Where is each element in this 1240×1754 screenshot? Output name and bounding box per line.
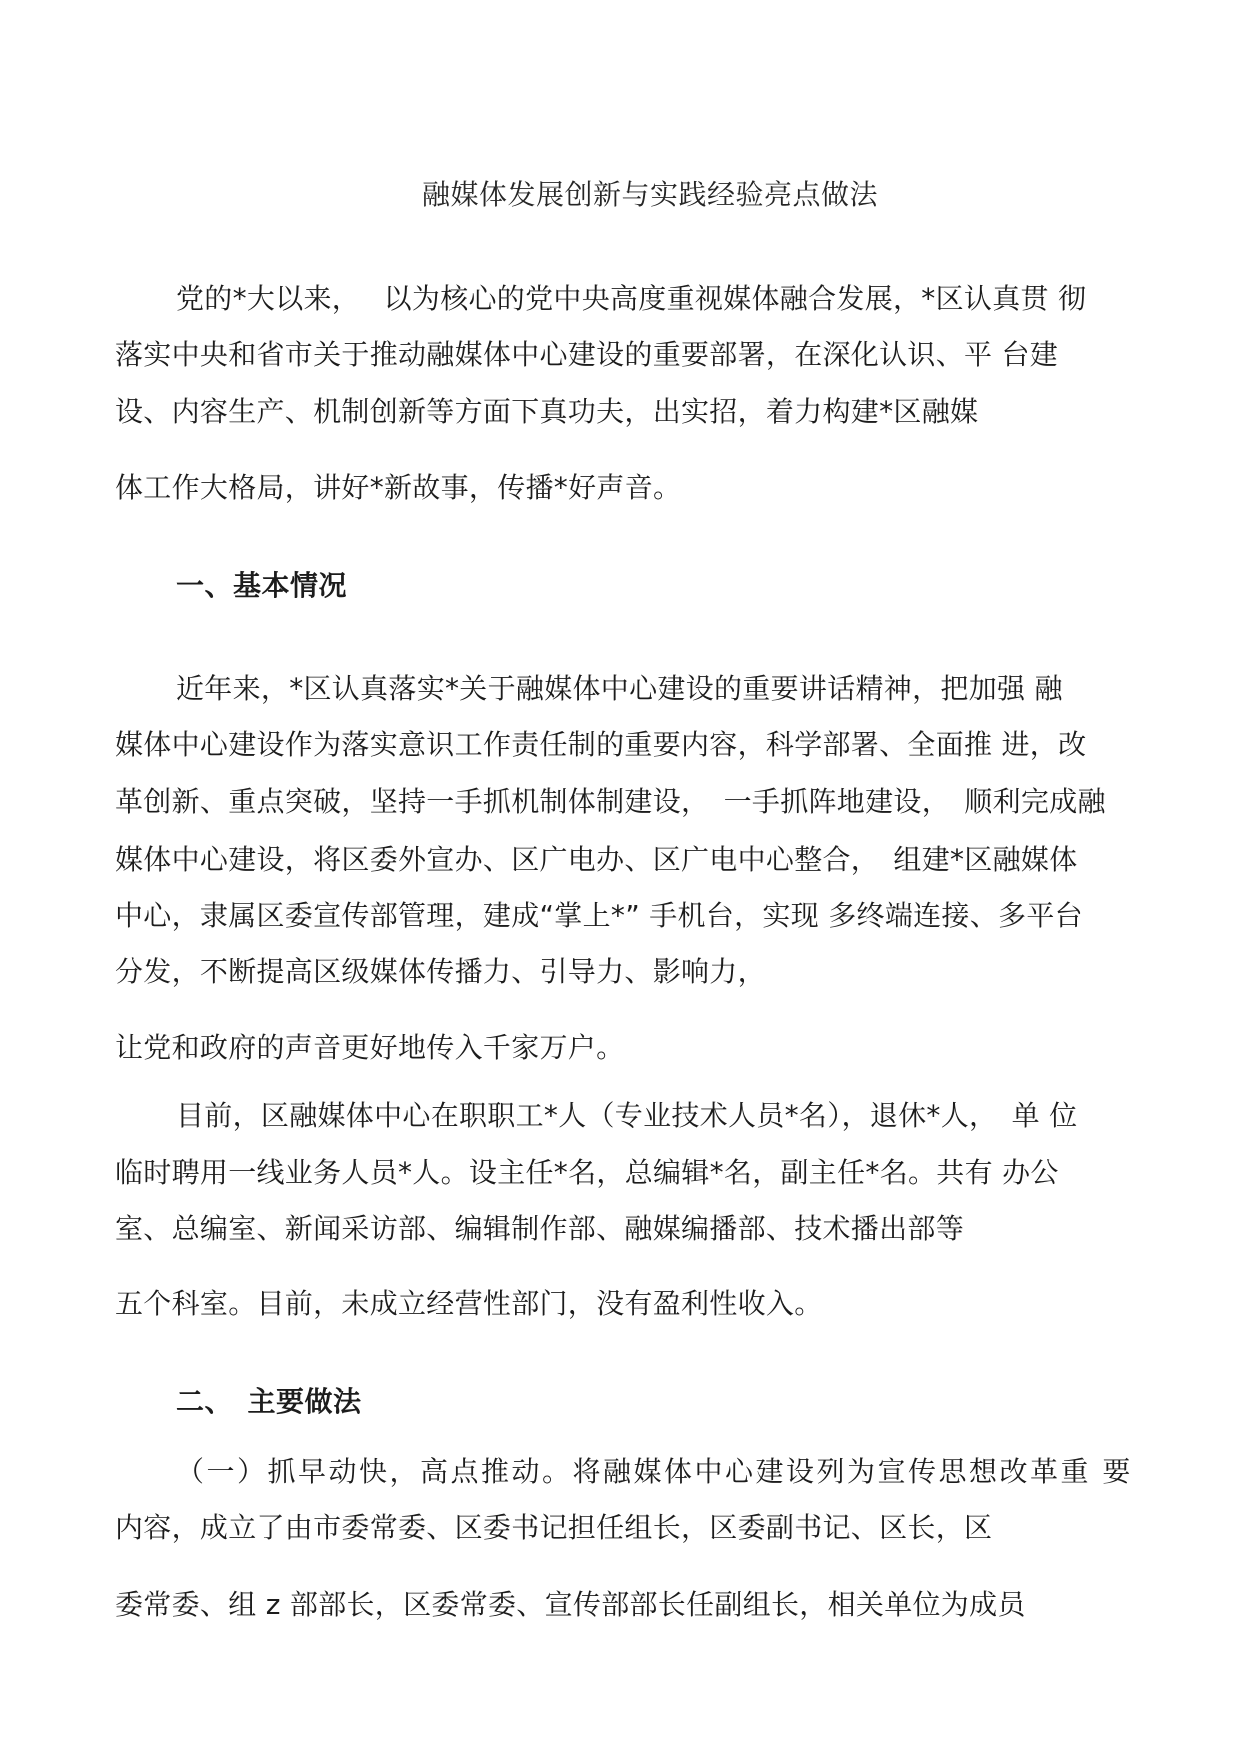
text-line: 体工作大格局，讲好*新故事，传播*好声音。 xyxy=(115,471,682,504)
text-line: 媒体中心建设，将区委外宣办、区广电办、区广电中心整合， 组建*区融媒体 xyxy=(115,843,1078,876)
text-line: 分发，不断提高区级媒体传播力、引导力、影响力， xyxy=(115,955,766,988)
text-line: 室、总编室、新闻采访部、编辑制作部、融媒编播部、技术播出部等 xyxy=(115,1212,965,1245)
text-line: 临时聘用一线业务人员*人。设主任*名，总编辑*名，副主任*名。共有 办公 xyxy=(115,1156,1059,1189)
document-title: 融媒体发展创新与实践经验亮点做法 xyxy=(422,178,879,211)
section-heading: 二、 主要做法 xyxy=(176,1385,362,1418)
text-line: 委常委、组 z 部部长，区委常委、宣传部部长任副组长，相关单位为成员 xyxy=(115,1588,1026,1621)
text-line: 党的*大以来， 以为核心的党中央高度重视媒体融合发展，*区认真贯 彻 xyxy=(176,282,1087,315)
text-line: 目前，区融媒体中心在职职工*人（专业技术人员*名），退休*人， 单 位 xyxy=(176,1099,1078,1132)
text-line: 内容，成立了由市委常委、区委书记担任组长，区委副书记、区长，区 xyxy=(115,1511,993,1544)
text-line: 五个科室。目前，未成立经营性部门，没有盈利性收入。 xyxy=(115,1287,823,1320)
text-line: 中心，隶属区委宣传部管理，建成“掌上*” 手机台，实现 多终端连接、多平台 xyxy=(115,899,1083,932)
text-line: 落实中央和省市关于推动融媒体中心建设的重要部署，在深化认识、平 台建 xyxy=(115,338,1059,371)
text-line: 设、内容生产、机制创新等方面下真功夫，出实招，着力构建*区融媒 xyxy=(115,395,979,428)
text-line: 媒体中心建设作为落实意识工作责任制的重要内容，科学部署、全面推 进，改 xyxy=(115,728,1087,761)
text-line: （一）抓早动快，高点推动。将融媒体中心建设列为宣传思想改革重 要 xyxy=(176,1455,1133,1488)
section-heading: 一、基本情况 xyxy=(176,569,348,602)
text-line: 革创新、重点突破，坚持一手抓机制体制建设， 一手抓阵地建设， 顺利完成融 xyxy=(115,785,1106,818)
text-line: 近年来，*区认真落实*关于融媒体中心建设的重要讲话精神，把加强 融 xyxy=(176,672,1063,705)
text-line: 让党和政府的声音更好地传入千家万户。 xyxy=(115,1031,625,1064)
